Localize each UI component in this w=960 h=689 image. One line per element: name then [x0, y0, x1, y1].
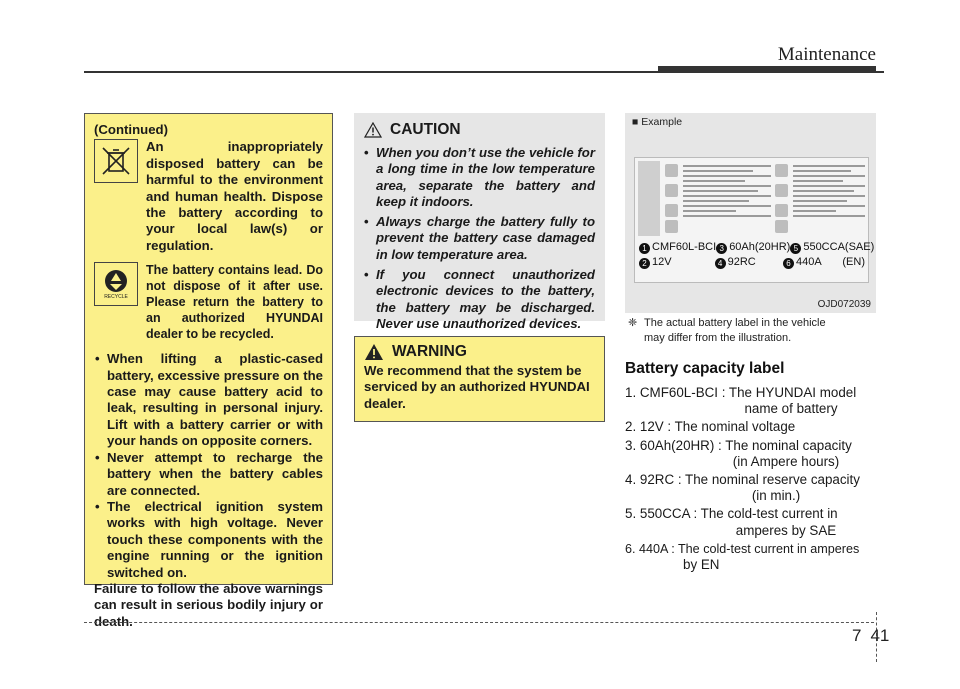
capacity-list: [625, 385, 877, 575]
warning-box: [354, 336, 605, 422]
page-header-title: Maintenance: [777, 44, 876, 65]
list-item: • If you connect unauthorized electronic devices to the battery, the battery may be discharged. Never use unauthorized devices.: [364, 267, 595, 332]
list-item: 6. 440A : The cold-test current in amperes by EN: [625, 541, 860, 573]
spec-standard: (SAE): [844, 241, 875, 253]
example-label: ■ Example: [632, 116, 683, 128]
section-title: Battery capacity label: [625, 360, 785, 377]
note-symbol: ❈: [628, 317, 638, 329]
label-spec-table: 1 CMF60L-BCI 3 60Ah(20HR) 5 550CCA (SAE) 2 12V 4 92RC 6 440A (EN): [639, 240, 865, 270]
list-item: • When lifting a plastic-cased battery, excessive pressure on the case may cause battery acid to leak, resulting in personal injury. Lift with a battery carrier or with your hands on opposite corners.: [94, 351, 323, 449]
list-item: • Never attempt to recharge the battery when the battery cables are connected.: [94, 450, 323, 499]
disposal-text: An inappropriately disposed battery can be harmful to the environment and human health. Dispose the battery according to your local law(s) or regulation.: [146, 139, 323, 253]
recycle-text: The battery contains lead. Do not dispose of it after use. Please return the battery to an authorized HYUNDAI dealer to be recycled.: [146, 263, 323, 342]
spec-en-current: 440A: [795, 256, 822, 268]
spec-standard: (EN): [842, 256, 865, 268]
footer-rule: [84, 622, 874, 623]
example-image-box: [625, 113, 876, 313]
label-pictogram: [665, 220, 678, 233]
spec-reserve: 92RC: [727, 256, 756, 268]
header-rule-thick: [658, 66, 876, 73]
label-fine-print: [793, 162, 865, 220]
recycle-caption: RECYCLE: [104, 294, 128, 301]
battery-label-illustration: [634, 157, 875, 283]
label-pictogram: [775, 220, 788, 233]
continued-label: (Continued): [94, 122, 168, 137]
crossed-bin-icon: [94, 139, 138, 183]
label-pictogram: [775, 164, 788, 177]
list-item: 2. 12V : The nominal voltage: [625, 419, 796, 435]
note-line: may differ from the illustration.: [644, 332, 792, 344]
label-fine-print: [683, 162, 771, 220]
spec-capacity: 60Ah(20HR): [729, 241, 791, 253]
spec-cca: 550CCA: [803, 241, 845, 253]
warning-text: We recommend that the system be serviced by an authorized HYUNDAI dealer.: [364, 363, 590, 411]
label-pictogram: [665, 164, 678, 177]
warning-title: WARNING: [392, 343, 467, 360]
list-item: 3. 60Ah(20HR) : The nominal capacity (in Ampere hours): [625, 437, 852, 469]
list-item: 1. CMF60L-BCI : The HYUNDAI model name of battery: [625, 385, 857, 417]
battery-warning-box: [84, 113, 333, 629]
caution-title: CAUTION: [390, 121, 461, 138]
note-line: The actual battery label in the vehicle: [644, 317, 826, 329]
warning-triangle-icon: [364, 122, 382, 138]
list-item: • When you don’t use the vehicle for a long time in the low temperature area, separate the battery and keep it indoors.: [364, 145, 595, 210]
list-item: • The electrical ignition system works with high voltage. Never touch these components with the engine running or the ignition switched on.: [94, 499, 323, 581]
warning-triangle-filled-icon: [364, 343, 384, 361]
label-pictogram: [775, 184, 788, 197]
spec-model: CMF60L-BCI: [652, 241, 717, 253]
spec-voltage: 12V: [652, 256, 672, 268]
illustration-note: [628, 316, 878, 346]
page-number-value: 41: [870, 626, 890, 645]
label-warning-strip: [638, 161, 660, 236]
label-pictogram: [665, 184, 678, 197]
final-warning-text: Failure to follow the above warnings can result in serious bodily injury or death.: [94, 580, 323, 629]
label-pictogram: [775, 204, 788, 217]
section-number: 7: [852, 626, 862, 645]
list-item: 5. 550CCA : The cold-test current in amperes by SAE: [625, 506, 838, 538]
label-pictogram: [665, 204, 678, 217]
page-number: [852, 626, 889, 646]
caution-box: [354, 113, 605, 331]
list-item: • Always charge the battery fully to prevent the battery case damaged in low temperature area.: [364, 214, 595, 263]
list-item: 4. 92RC : The nominal reserve capacity (in min.): [625, 472, 860, 504]
battery-warning-list: [94, 351, 323, 581]
recycle-icon: [94, 262, 138, 306]
image-code: OJD072039: [817, 299, 871, 310]
